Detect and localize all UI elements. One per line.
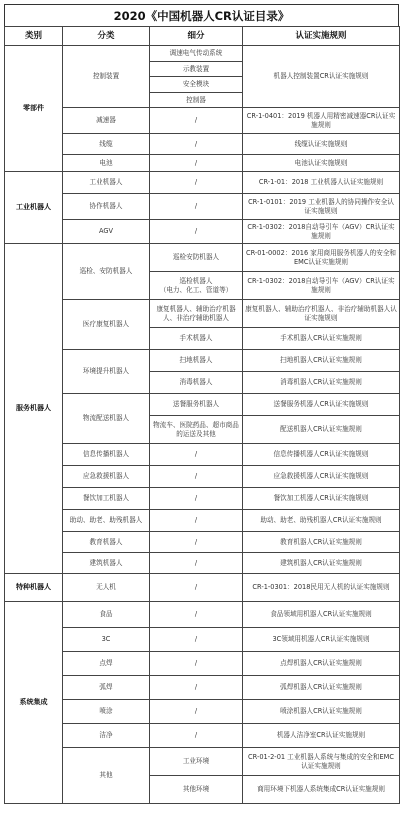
subdivision-cell: /: [150, 676, 243, 700]
classification-cell: 医疗康复机器人: [63, 300, 150, 350]
subdivision-cell: 物流车、医院药品、超市商品的运送及其他: [150, 416, 243, 444]
classification-cell: 减速器: [63, 108, 150, 134]
classification-cell: 点焊: [63, 652, 150, 676]
table-row: [5, 553, 400, 574]
rule-cell: 教育机器人CR认证实施规则: [243, 532, 400, 553]
category-cell: 特种机器人: [5, 574, 63, 602]
rule-cell: 扫地机器人CR认证实施规则: [243, 350, 400, 372]
rule-cell: CR-1-0302：2018自动导引车（AGV）CR认证实施规则: [243, 272, 400, 300]
category-cell: 服务机器人: [5, 244, 63, 574]
rule-cell: 点焊机器人CR认证实施规则: [243, 652, 400, 676]
subdivision-cell: /: [150, 574, 243, 602]
subdivision-cell: /: [150, 700, 243, 724]
classification-cell: 建筑机器人: [63, 553, 150, 574]
subdivision-cell: /: [150, 724, 243, 748]
classification-cell: 喷涂: [63, 700, 150, 724]
table-row: [5, 394, 400, 416]
document-title: 2020《中国机器人CR认证目录》: [4, 4, 399, 26]
header-category: 类别: [5, 27, 63, 46]
table-row: [5, 628, 400, 652]
classification-cell: 无人机: [63, 574, 150, 602]
category-cell: 系统集成: [5, 602, 63, 804]
subdivision-cell: 控制器: [150, 92, 243, 108]
rule-cell: 食品领域用机器人CR认证实施规则: [243, 602, 400, 628]
table-row: [5, 532, 400, 553]
rule-cell: 餐饮加工机器人CR认证实施规则: [243, 488, 400, 510]
rule-cell: 康复机器人、辅助治疗机器人、非治疗辅助机器人认证实施规则: [243, 300, 400, 328]
rule-cell: 消毒机器人CR认证实施规则: [243, 372, 400, 394]
rule-cell: 喷涂机器人CR认证实施规则: [243, 700, 400, 724]
classification-cell: 巡检、安防机器人: [63, 244, 150, 300]
category-cell: 工业机器人: [5, 172, 63, 244]
subdivision-cell: 送餐服务机器人: [150, 394, 243, 416]
classification-cell: 助动、助老、助残机器人: [63, 510, 150, 532]
classification-cell: 3C: [63, 628, 150, 652]
table-row: [5, 676, 400, 700]
subdivision-cell: 工业环境: [150, 748, 243, 776]
classification-cell: 控制装置: [63, 46, 150, 108]
subdivision-cell: /: [150, 628, 243, 652]
subdivision-cell: /: [150, 108, 243, 134]
subdivision-cell: /: [150, 510, 243, 532]
classification-cell: 应急救援机器人: [63, 466, 150, 488]
rule-cell: CR-1-0302：2018自动导引车（AGV）CR认证实施规则: [243, 220, 400, 244]
rule-cell: 应急救援机器人CR认证实施规则: [243, 466, 400, 488]
table-header-row: [5, 27, 400, 46]
rule-cell: 电池认证实施规则: [243, 155, 400, 172]
subdivision-cell: 示教装置: [150, 61, 243, 77]
rule-cell: 商用环境下机器人系统集成CR认证实施规则: [243, 776, 400, 804]
certification-catalog-table: [4, 26, 400, 804]
classification-cell: 教育机器人: [63, 532, 150, 553]
table-row: [5, 574, 400, 602]
subdivision-cell: /: [150, 134, 243, 155]
rule-cell: 配送机器人CR认证实施规则: [243, 416, 400, 444]
table-row: [5, 444, 400, 466]
rule-cell: CR-1-0101：2019 工业机器人的协同操作安全认证实施规则: [243, 194, 400, 220]
classification-cell: 物流配送机器人: [63, 394, 150, 444]
subdivision-cell: 巡检安防机器人: [150, 244, 243, 272]
classification-cell: 线缆: [63, 134, 150, 155]
subdivision-cell: 安全模块: [150, 77, 243, 93]
rule-cell: 3C领域用机器人CR认证实施规则: [243, 628, 400, 652]
subdivision-cell: /: [150, 553, 243, 574]
rule-cell: 信息传播机器人CR认证实施规则: [243, 444, 400, 466]
classification-cell: 协作机器人: [63, 194, 150, 220]
table-row: [5, 488, 400, 510]
table-row: [5, 602, 400, 628]
subdivision-cell: /: [150, 532, 243, 553]
header-classification: 分类: [63, 27, 150, 46]
subdivision-cell: /: [150, 220, 243, 244]
subdivision-cell: 康复机器人、辅助治疗机器人、非治疗辅助机器人: [150, 300, 243, 328]
table-row: [5, 46, 400, 62]
table-row: [5, 244, 400, 272]
rule-cell: 手术机器人CR认证实施规则: [243, 328, 400, 350]
subdivision-cell: 消毒机器人: [150, 372, 243, 394]
classification-cell: 其他: [63, 748, 150, 804]
rule-cell: CR-1-0301：2018民用无人机的认证实施规则: [243, 574, 400, 602]
subdivision-cell: /: [150, 444, 243, 466]
classification-cell: 食品: [63, 602, 150, 628]
classification-cell: 电池: [63, 155, 150, 172]
classification-cell: 餐饮加工机器人: [63, 488, 150, 510]
subdivision-cell: /: [150, 466, 243, 488]
table-row: [5, 172, 400, 194]
subdivision-cell: 手术机器人: [150, 328, 243, 350]
table-row: [5, 134, 400, 155]
rule-cell: 线缆认证实施规则: [243, 134, 400, 155]
table-row: [5, 748, 400, 776]
table-row: [5, 652, 400, 676]
rule-cell: 建筑机器人CR认证实施规则: [243, 553, 400, 574]
subdivision-cell: /: [150, 172, 243, 194]
subdivision-cell: 其他环境: [150, 776, 243, 804]
table-row: [5, 220, 400, 244]
classification-cell: 洁净: [63, 724, 150, 748]
classification-cell: 信息传播机器人: [63, 444, 150, 466]
table-row: [5, 510, 400, 532]
classification-cell: AGV: [63, 220, 150, 244]
subdivision-cell: 巡检机器人 （电力、化工、管道等）: [150, 272, 243, 300]
subdivision-cell: /: [150, 194, 243, 220]
table-row: [5, 300, 400, 328]
rule-cell: 机器人洁净室CR认证实施规则: [243, 724, 400, 748]
table-row: [5, 724, 400, 748]
table-row: [5, 194, 400, 220]
rule-cell: CR-1-01：2018 工业机器人认证实施规则: [243, 172, 400, 194]
rule-cell: 机器人控制装置CR认证实施规则: [243, 46, 400, 108]
table-row: [5, 466, 400, 488]
subdivision-cell: /: [150, 488, 243, 510]
category-cell: 零部件: [5, 46, 63, 172]
table-row: [5, 108, 400, 134]
header-subdivision: 细分: [150, 27, 243, 46]
rule-cell: 助动、助老、助残机器人CR认证实施规则: [243, 510, 400, 532]
subdivision-cell: 调速电气传动系统: [150, 46, 243, 62]
subdivision-cell: 扫地机器人: [150, 350, 243, 372]
header-rules: 认证实施规则: [243, 27, 400, 46]
subdivision-cell: /: [150, 155, 243, 172]
rule-cell: CR-1-0401：2019 机器人用精密减速器CR认证实施规则: [243, 108, 400, 134]
subdivision-cell: /: [150, 652, 243, 676]
rule-cell: CR-01-2-01 工业机器人系统与集成的安全和EMC认证实施规则: [243, 748, 400, 776]
table-row: [5, 700, 400, 724]
table-row: [5, 350, 400, 372]
rule-cell: 弧焊机器人CR认证实施规则: [243, 676, 400, 700]
classification-cell: 环境提升机器人: [63, 350, 150, 394]
classification-cell: 工业机器人: [63, 172, 150, 194]
subdivision-cell: /: [150, 602, 243, 628]
rule-cell: 送餐服务机器人CR认证实施规则: [243, 394, 400, 416]
table-row: [5, 155, 400, 172]
classification-cell: 弧焊: [63, 676, 150, 700]
rule-cell: CR-01-0002：2016 家用商用服务机器人的安全和EMC认证实施规则: [243, 244, 400, 272]
